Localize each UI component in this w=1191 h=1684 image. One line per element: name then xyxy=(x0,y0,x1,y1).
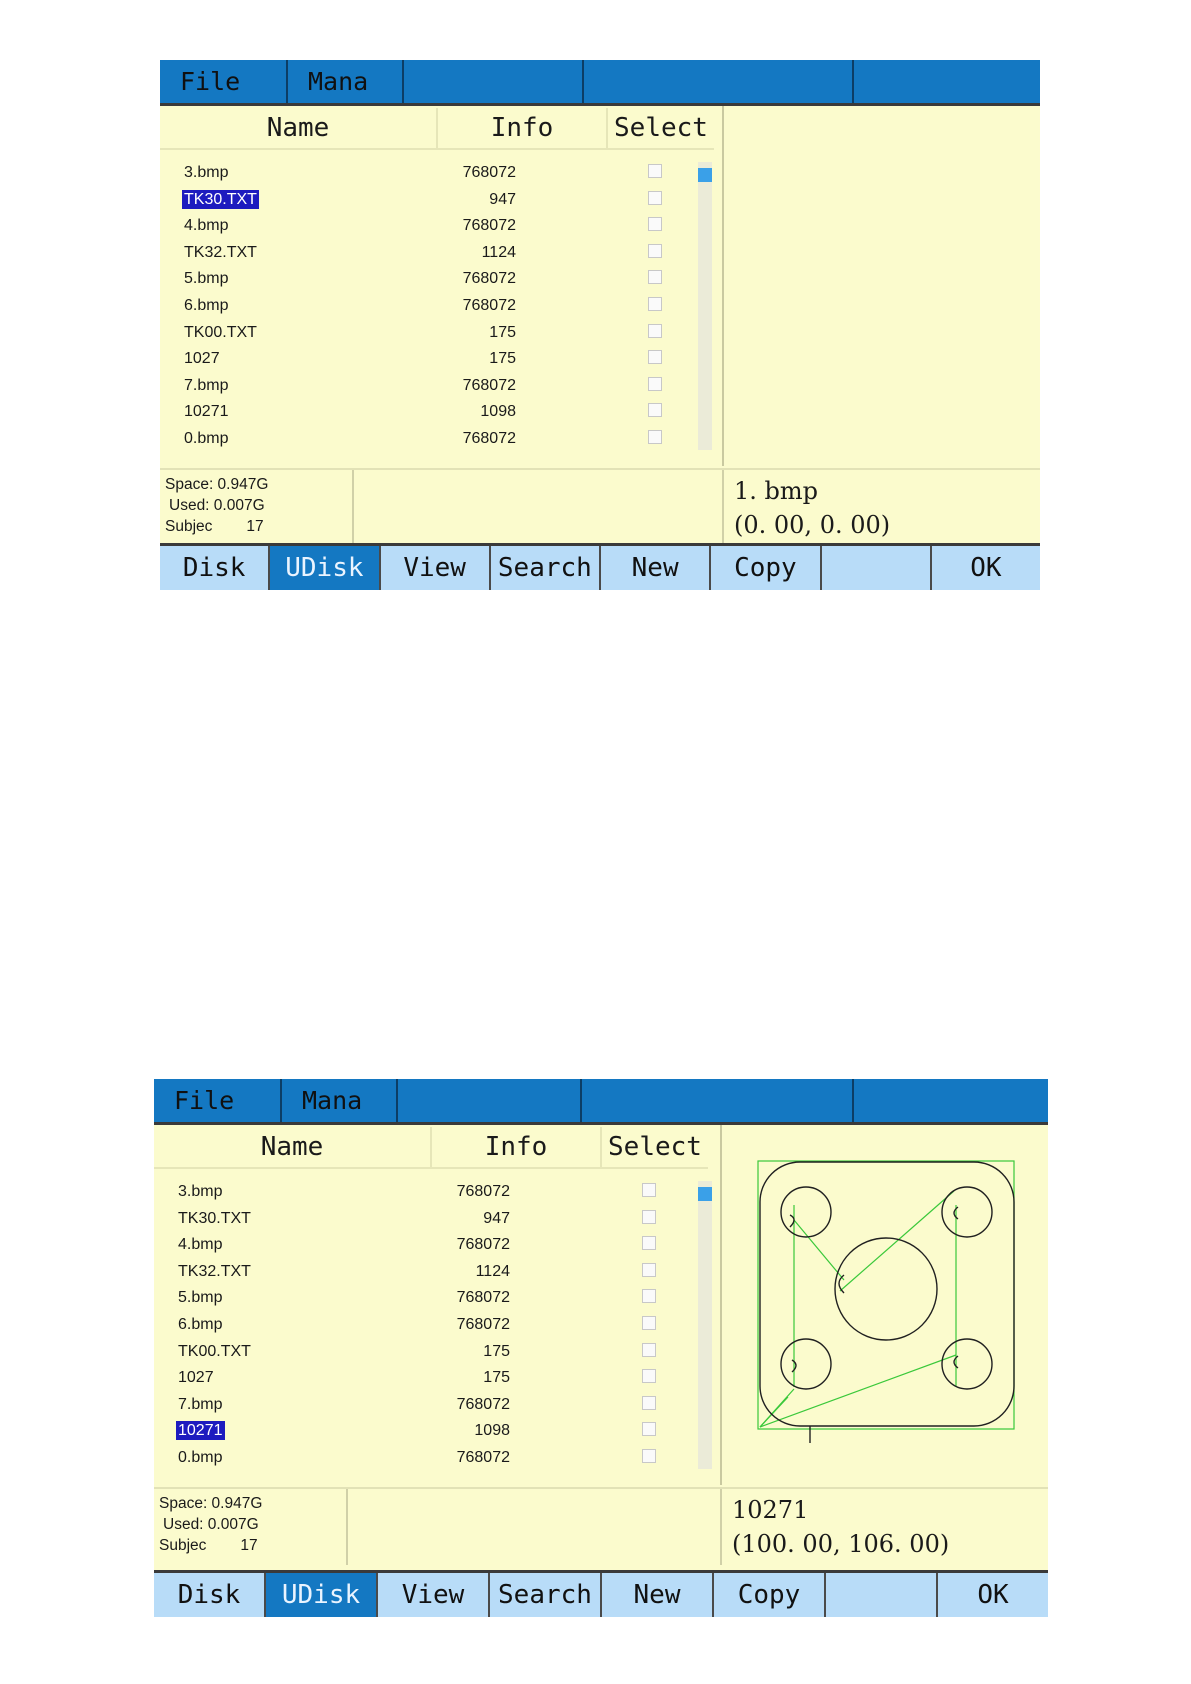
select-checkbox[interactable] xyxy=(642,1183,656,1197)
menu-empty-3 xyxy=(854,1079,1048,1122)
file-row[interactable] xyxy=(154,1418,710,1445)
file-size: 768072 xyxy=(456,1395,510,1413)
corner-hole xyxy=(942,1339,992,1389)
udisk-button[interactable]: UDisk xyxy=(266,1573,378,1617)
menu-bar xyxy=(160,60,1040,106)
file-name: 10271 xyxy=(184,403,229,421)
file-row[interactable] xyxy=(160,266,716,293)
file-size: 1124 xyxy=(481,243,516,261)
preview-coords: (0. 00, 0. 00) xyxy=(734,511,891,539)
subject-label: Subjec xyxy=(159,1537,207,1554)
column-header-info: Info xyxy=(432,1127,602,1169)
select-checkbox[interactable] xyxy=(648,324,662,338)
view-button[interactable]: View xyxy=(378,1573,490,1617)
file-name: TK00.TXT xyxy=(184,323,257,341)
center-hole xyxy=(835,1238,937,1340)
preview-panel xyxy=(724,106,1040,466)
file-row[interactable] xyxy=(160,213,716,240)
preview-coords: (100. 00, 106. 00) xyxy=(732,1530,950,1558)
preview-panel xyxy=(722,1125,1048,1485)
file-name: 7.bmp xyxy=(184,376,229,394)
file-name: TK30.TXT xyxy=(184,190,257,208)
select-checkbox[interactable] xyxy=(642,1236,656,1250)
search-button[interactable]: Search xyxy=(491,546,601,590)
file-row[interactable] xyxy=(154,1445,710,1472)
file-row[interactable] xyxy=(160,346,716,373)
file-name: 6.bmp xyxy=(178,1315,223,1333)
blank-button[interactable] xyxy=(826,1573,938,1617)
file-size: 175 xyxy=(489,323,516,341)
file-size: 1098 xyxy=(474,1422,510,1440)
space-text: Space: 0.947G xyxy=(165,476,269,493)
column-header-info: Info xyxy=(438,108,608,150)
select-checkbox[interactable] xyxy=(642,1343,656,1357)
disk-info xyxy=(154,1489,348,1565)
file-size: 768072 xyxy=(456,1448,510,1466)
copy-button[interactable]: Copy xyxy=(714,1573,826,1617)
file-row[interactable] xyxy=(160,187,716,214)
file-row[interactable] xyxy=(160,293,716,320)
select-checkbox[interactable] xyxy=(642,1316,656,1330)
subject-count: 17 xyxy=(246,518,264,535)
subject-label: Subjec xyxy=(165,518,213,535)
file-name: 6.bmp xyxy=(184,296,229,314)
preview-name: 1. bmp xyxy=(734,477,819,505)
file-list xyxy=(160,160,716,453)
view-button[interactable]: View xyxy=(381,546,491,590)
file-manager-screen-2 xyxy=(154,1079,1048,1617)
select-checkbox[interactable] xyxy=(642,1210,656,1224)
file-name: 3.bmp xyxy=(184,164,229,181)
disk-info xyxy=(160,470,354,546)
menu-mana[interactable]: Mana xyxy=(288,60,404,103)
file-list-panel xyxy=(160,106,724,466)
file-list-panel xyxy=(154,1125,722,1485)
file-name: 1027 xyxy=(184,350,220,368)
file-row[interactable] xyxy=(160,373,716,400)
part-drawing-preview xyxy=(722,1125,1048,1485)
preview-name: 10271 xyxy=(732,1496,809,1524)
blank-button[interactable] xyxy=(822,546,932,590)
menu-bar xyxy=(154,1079,1048,1125)
select-checkbox[interactable] xyxy=(642,1263,656,1277)
file-name: 0.bmp xyxy=(178,1448,223,1466)
subject-line xyxy=(154,1535,346,1556)
file-size: 768072 xyxy=(456,1183,510,1200)
file-list xyxy=(154,1179,710,1472)
space-text: Space: 0.947G xyxy=(159,1495,263,1512)
toolpath-lines xyxy=(758,1161,1014,1429)
file-size: 175 xyxy=(489,350,516,368)
select-checkbox[interactable] xyxy=(648,244,662,258)
column-header-name: Name xyxy=(154,1127,432,1169)
menu-empty-2 xyxy=(582,1079,854,1122)
scrollbar[interactable] xyxy=(698,162,712,450)
file-name: 10271 xyxy=(178,1422,223,1440)
new-button[interactable]: New xyxy=(601,546,711,590)
file-size: 175 xyxy=(483,1369,510,1387)
scrollbar-thumb[interactable] xyxy=(698,1187,712,1201)
select-checkbox[interactable] xyxy=(648,350,662,364)
file-row[interactable] xyxy=(154,1312,710,1339)
file-row[interactable] xyxy=(154,1179,710,1206)
corner-hole xyxy=(781,1187,831,1237)
toolpath-bounding-rect xyxy=(758,1161,1014,1429)
file-name: TK32.TXT xyxy=(184,243,257,261)
corner-hole xyxy=(781,1339,831,1389)
select-checkbox[interactable] xyxy=(648,164,662,178)
file-size: 768072 xyxy=(462,296,516,314)
file-name: 0.bmp xyxy=(184,429,229,447)
select-checkbox[interactable] xyxy=(642,1369,656,1383)
ok-button[interactable]: OK xyxy=(977,1580,1009,1610)
menu-empty-1 xyxy=(398,1079,582,1122)
file-name: 7.bmp xyxy=(178,1395,223,1413)
file-name: 4.bmp xyxy=(184,217,229,235)
file-row[interactable] xyxy=(154,1285,710,1312)
used-text: Used: 0.007G xyxy=(169,497,265,514)
ok-button[interactable]: OK xyxy=(970,553,1002,583)
select-checkbox[interactable] xyxy=(648,297,662,311)
file-size: 1098 xyxy=(480,403,516,421)
menu-file[interactable]: File xyxy=(154,1079,282,1122)
file-name: TK32.TXT xyxy=(178,1262,251,1280)
menu-file[interactable]: File xyxy=(160,60,288,103)
select-checkbox[interactable] xyxy=(642,1449,656,1463)
file-size: 947 xyxy=(483,1209,510,1227)
new-button[interactable]: New xyxy=(602,1573,714,1617)
file-size: 768072 xyxy=(462,376,516,394)
file-row[interactable] xyxy=(160,160,716,187)
file-size: 175 xyxy=(483,1342,510,1360)
status-row xyxy=(154,1487,1048,1565)
file-name: 5.bmp xyxy=(178,1289,223,1307)
file-row[interactable] xyxy=(160,426,716,453)
file-manager-screen-1 xyxy=(160,60,1040,590)
select-checkbox[interactable] xyxy=(648,377,662,391)
preview-info xyxy=(722,1493,949,1561)
select-checkbox[interactable] xyxy=(642,1289,656,1303)
used-text: Used: 0.007G xyxy=(163,1516,259,1533)
file-name: 4.bmp xyxy=(178,1236,223,1254)
file-size: 768072 xyxy=(456,1315,510,1333)
file-row[interactable] xyxy=(160,399,716,426)
scrollbar[interactable] xyxy=(698,1181,712,1469)
disk-button[interactable]: Disk xyxy=(154,1573,266,1617)
file-name: TK00.TXT xyxy=(178,1342,251,1360)
file-row[interactable] xyxy=(154,1232,710,1259)
file-row[interactable] xyxy=(154,1392,710,1419)
subject-line xyxy=(160,516,352,537)
copy-button[interactable]: Copy xyxy=(711,546,821,590)
select-checkbox[interactable] xyxy=(648,403,662,417)
menu-mana[interactable]: Mana xyxy=(282,1079,398,1122)
select-checkbox[interactable] xyxy=(648,191,662,205)
disk-button[interactable]: Disk xyxy=(160,546,270,590)
menu-empty-1 xyxy=(404,60,584,103)
select-checkbox[interactable] xyxy=(648,270,662,284)
button-bar xyxy=(154,1570,1048,1617)
file-size: 1124 xyxy=(475,1262,510,1280)
file-size: 768072 xyxy=(462,217,516,235)
subject-count: 17 xyxy=(240,1537,258,1554)
file-size: 768072 xyxy=(462,164,516,181)
file-size: 768072 xyxy=(456,1289,510,1307)
file-row[interactable] xyxy=(154,1339,710,1366)
scrollbar-thumb[interactable] xyxy=(698,168,712,182)
file-size: 768072 xyxy=(462,270,516,288)
menu-empty-2 xyxy=(584,60,854,103)
file-row[interactable] xyxy=(154,1365,710,1392)
corner-hole xyxy=(942,1187,992,1237)
status-middle xyxy=(356,470,724,546)
file-row[interactable] xyxy=(160,320,716,347)
file-name: 3.bmp xyxy=(178,1183,223,1200)
search-button[interactable]: Search xyxy=(490,1573,602,1617)
select-checkbox[interactable] xyxy=(642,1396,656,1410)
udisk-button[interactable]: UDisk xyxy=(270,546,380,590)
preview-info xyxy=(724,474,890,542)
file-row[interactable] xyxy=(154,1206,710,1233)
select-checkbox[interactable] xyxy=(648,217,662,231)
file-row[interactable] xyxy=(160,240,716,267)
select-checkbox[interactable] xyxy=(648,430,662,444)
file-name: TK30.TXT xyxy=(178,1209,251,1227)
part-outline xyxy=(760,1162,1014,1426)
file-name: 5.bmp xyxy=(184,270,229,288)
file-size: 768072 xyxy=(462,429,516,447)
column-header-name: Name xyxy=(160,108,438,150)
file-row[interactable] xyxy=(154,1259,710,1286)
file-name: 1027 xyxy=(178,1369,214,1387)
column-header-select: Select xyxy=(608,108,714,150)
part-contour xyxy=(760,1162,1014,1443)
select-checkbox[interactable] xyxy=(642,1422,656,1436)
file-size: 768072 xyxy=(456,1236,510,1254)
button-bar xyxy=(160,543,1040,590)
menu-empty-3 xyxy=(854,60,1040,103)
status-middle xyxy=(350,1489,722,1565)
file-size: 947 xyxy=(489,190,516,208)
status-row xyxy=(160,468,1040,546)
column-header-select: Select xyxy=(602,1127,708,1169)
